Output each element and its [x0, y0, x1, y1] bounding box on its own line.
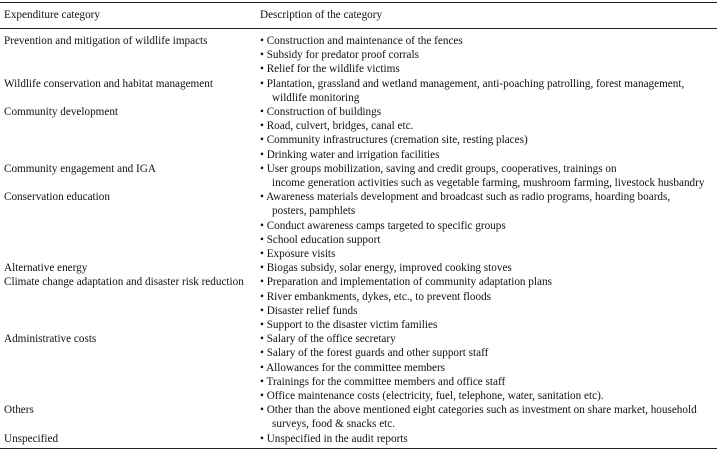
description-bullet: • Salary of the forest guards and other support staff: [260, 347, 489, 360]
description-bullet: • Other than the above mentioned eight categories such as investment on share market, household: [260, 404, 697, 417]
category-cell: Unspecified: [4, 432, 59, 445]
description-bullet: • Biogas subsidy, solar energy, improved cooking stoves: [260, 262, 512, 275]
description-bullet: • Plantation, grassland and wetland management, anti-poaching patrolling, forest management,: [260, 77, 685, 90]
description-bullet: • Construction and maintenance of the fences: [260, 35, 463, 47]
description-cell: [256, 275, 717, 332]
description-bullet: • Community infrastructures (cremation site, resting places): [260, 134, 528, 147]
description-bullet: • Trainings for the committee members and office staff: [260, 375, 506, 388]
table-row: [0, 162, 717, 190]
table-row: [0, 34, 717, 77]
bottom-rule: [0, 448, 717, 449]
category-cell: Administrative costs: [4, 333, 97, 346]
description-bullet: • Support to the disaster victim families: [260, 319, 438, 332]
description-bullet: • Exposure visits: [260, 248, 336, 261]
description-bullet: • Subsidy for predator proof corrals: [260, 49, 419, 62]
description-bullet: • Drinking water and irrigation facilities: [260, 148, 440, 161]
description-bullet: • Relief for the wildlife victims: [260, 63, 400, 76]
category-cell: Community development: [4, 106, 119, 119]
description-continuation: surveys, food & snacks etc.: [272, 418, 396, 431]
description-cell: [256, 190, 717, 261]
description-bullet: • Office maintenance costs (electricity, fuel, telephone, water, sanitation etc).: [260, 390, 604, 403]
description-bullet: • Construction of buildings: [260, 106, 382, 119]
description-bullet: • Unspecified in the audit reports: [260, 432, 408, 445]
description-cell: [256, 34, 717, 77]
description-cell: [256, 162, 717, 190]
description-bullet: • Salary of the office secretary: [260, 333, 396, 346]
table-row: [0, 432, 717, 446]
description-bullet: • User groups mobilization, saving and credit groups, cooperatives, trainings on: [260, 162, 617, 175]
table-body: [0, 29, 717, 448]
category-cell: Alternative energy: [4, 262, 88, 275]
description-bullet: • Allowances for the committee members: [260, 361, 446, 374]
description-bullet: • Awareness materials development and broadcast such as radio programs, hoarding boards,: [260, 191, 671, 204]
category-cell: Climate change adaptation and disaster risk reduction: [4, 276, 244, 289]
table-header: [0, 3, 717, 28]
category-cell: Others: [4, 404, 34, 417]
table-row: [0, 190, 717, 261]
description-cell: [256, 432, 717, 446]
category-cell: Community engagement and IGA: [4, 162, 156, 175]
table-row: [0, 332, 717, 403]
table-row: [0, 261, 717, 275]
table-row: [0, 105, 717, 162]
description-cell: [256, 261, 717, 275]
description-cell: [256, 332, 717, 403]
description-bullet: • River embankments, dykes, etc., to prevent floods: [260, 290, 492, 303]
category-cell: Prevention and mitigation of wildlife impacts: [4, 35, 208, 47]
description-continuation: income generation activities such as vegetable farming, mushroom farming, livestock husbandry: [272, 177, 705, 190]
description-bullet: • Preparation and implementation of community adaptation plans: [260, 276, 552, 289]
description-continuation: posters, pamphlets: [272, 205, 356, 218]
table-row: [0, 77, 717, 105]
description-cell: [256, 105, 717, 162]
description-cell: [256, 403, 717, 431]
description-continuation: wildlife monitoring: [272, 91, 360, 104]
header-description: Description of the category: [260, 9, 383, 22]
description-bullet: • Disaster relief funds: [260, 304, 358, 317]
description-bullet: • Conduct awareness camps targeted to specific groups: [260, 219, 506, 232]
category-cell: Wildlife conservation and habitat management: [4, 77, 213, 90]
category-cell: Conservation education: [4, 191, 110, 204]
description-bullet: • School education support: [260, 233, 381, 246]
table-row: [0, 403, 717, 431]
description-bullet: • Road, culvert, bridges, canal etc.: [260, 120, 414, 133]
table-row: [0, 275, 717, 332]
header-expenditure-category: Expenditure category: [4, 9, 100, 22]
description-cell: [256, 77, 717, 105]
